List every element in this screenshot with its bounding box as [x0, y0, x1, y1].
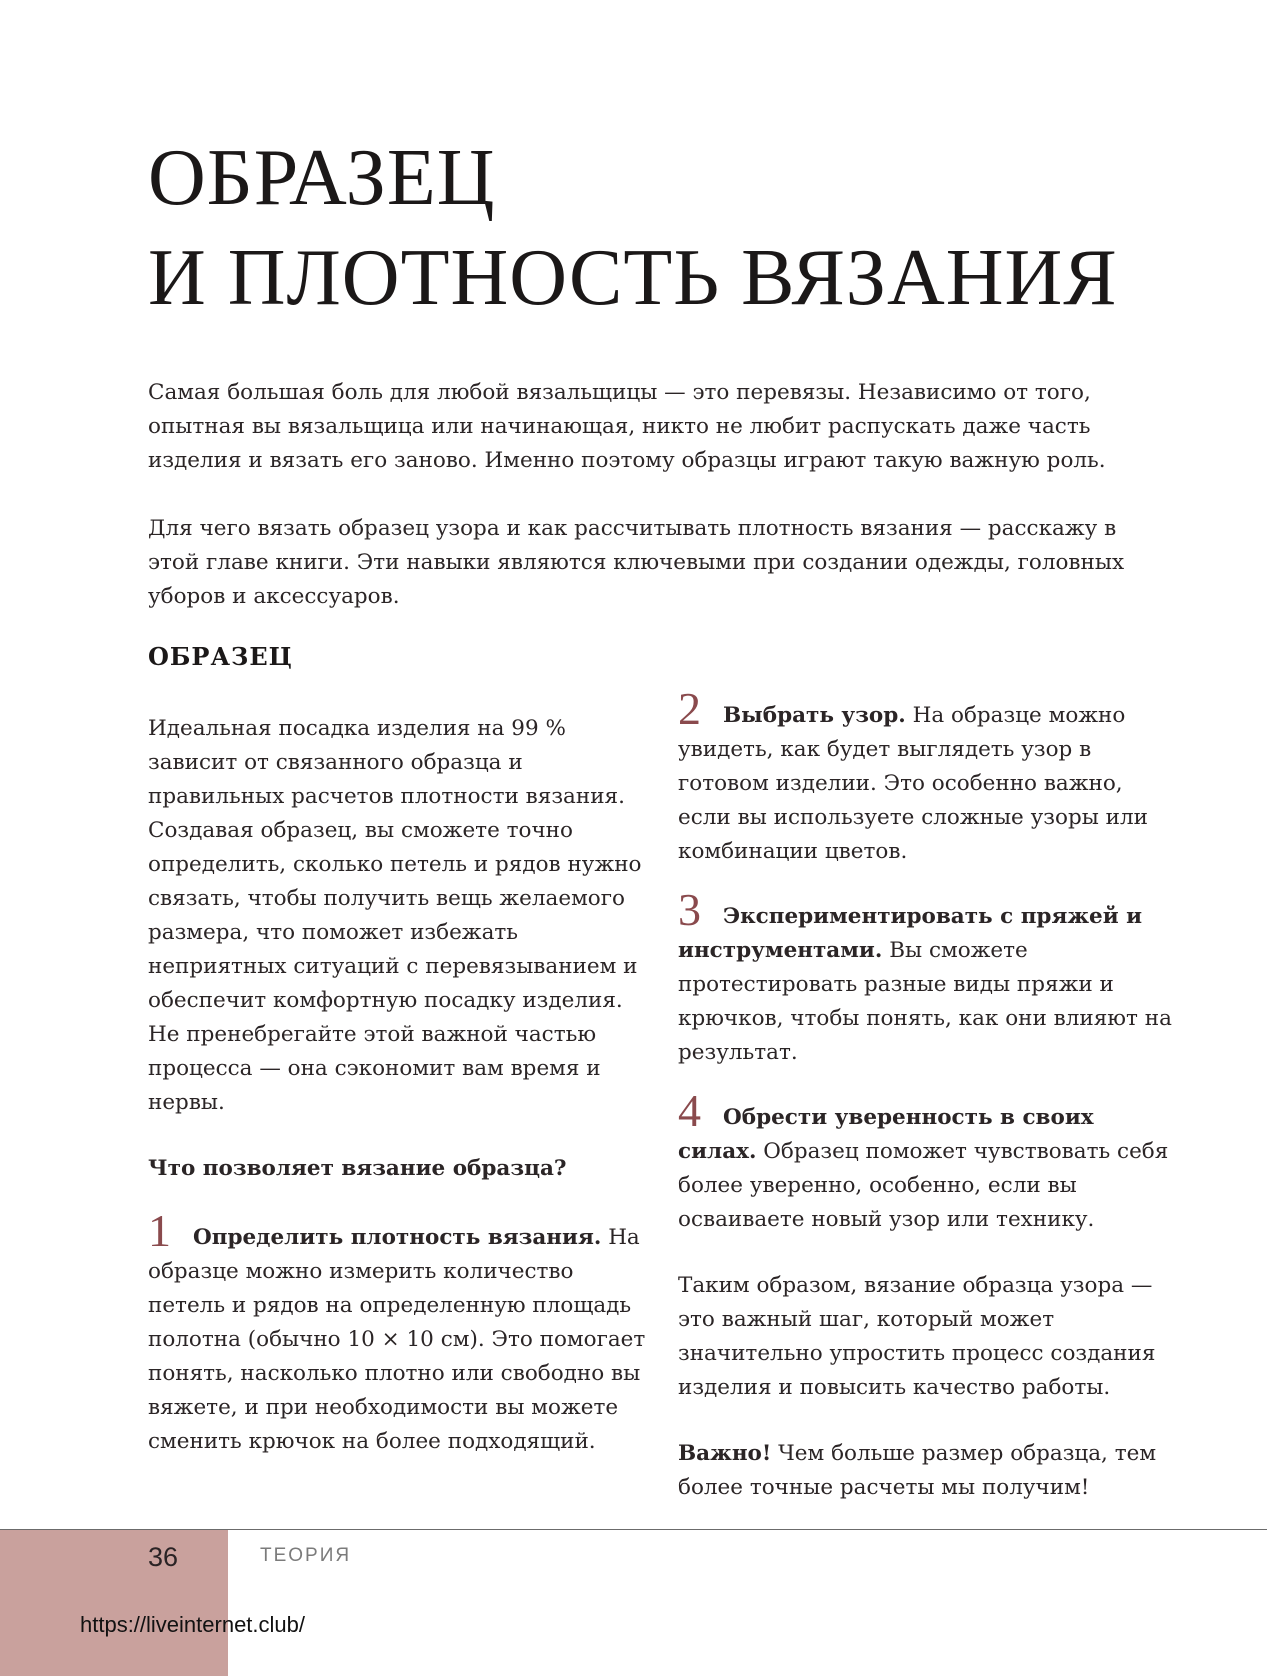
- section-heading: ОБРАЗЕЦ: [148, 642, 293, 671]
- item-text: На образце можно увидеть, как будет выглядеть узор в готовом изделии. Это особенно важно, если вы используете сложные узоры или комбинации цветов.: [678, 703, 1148, 864]
- list-item: [148, 1205, 648, 1459]
- running-section-name: ТЕОРИЯ: [260, 1545, 352, 1566]
- item-text: Образец поможет чувствовать себя более уверенно, особенно, если вы осваиваете новый узор или технику.: [678, 1139, 1169, 1232]
- title-line-1: ОБРАЗЕЦ: [148, 134, 496, 222]
- list-item: [678, 683, 1178, 869]
- item-number: 3: [678, 884, 701, 935]
- title-line-2: И ПЛОТНОСТЬ ВЯЗАНИЯ: [148, 234, 1118, 322]
- item-title: Выбрать узор.: [723, 703, 906, 728]
- item-number: 2: [678, 683, 701, 734]
- list-item: [678, 1085, 1178, 1237]
- footer-color-block: [0, 1530, 228, 1676]
- item-number: 1: [148, 1205, 171, 1256]
- page-title: [148, 128, 1148, 328]
- intro-paragraph-2: Для чего вязать образец узора и как рассчитывать плотность вязания — расскажу в этой главе книги. Эти навыки являются ключевыми при создании одежды, головных уборов и аксессуаров.: [148, 516, 1125, 609]
- important-label: Важно!: [678, 1441, 772, 1466]
- question-heading: Что позволяет вязание образца?: [148, 1156, 567, 1181]
- important-text: Чем больше размер образца, тем более точные расчеты мы получим!: [678, 1441, 1157, 1500]
- list-item: [678, 884, 1178, 1070]
- intro-paragraph-1: Самая большая боль для любой вязальщицы — это перевязы. Независимо от того, опытная вы вязальщица или начинающая, никто не любит распускать даже часть изделия и вязать его заново. Именно поэтому образцы играют такую важную роль.: [148, 380, 1106, 473]
- left-column: [148, 712, 648, 1459]
- conclusion-paragraph: Таким образом, вязание образца узора — это важный шаг, который может значительно упростить процесс создания изделия и повысить качество работы.: [678, 1273, 1156, 1400]
- important-note: [678, 1437, 1178, 1505]
- item-title: Определить плотность вязания.: [193, 1225, 602, 1250]
- item-title: Экспериментировать с пряжей и инструментами.: [678, 904, 1143, 963]
- item-title: Обрести уверенность в своих силах.: [678, 1105, 1094, 1164]
- right-column: [678, 683, 1178, 1505]
- item-text: Вы сможете протестировать разные виды пряжи и крючков, чтобы понять, как они влияют на результат.: [678, 938, 1172, 1065]
- source-url-link[interactable]: https://liveinternet.club/: [80, 1612, 306, 1637]
- item-text: На образце можно измерить количество петель и рядов на определенную площадь полотна (обычно 10 × 10 см). Это помогает понять, насколько плотно или свободно вы вяжете, и при необходимости вы можете сменить крючок на более подходящий.: [148, 1225, 646, 1454]
- item-number: 4: [678, 1085, 701, 1136]
- section-paragraph: Идеальная посадка изделия на 99 % зависит от связанного образца и правильных расчетов плотности вязания. Создавая образец, вы сможете точно определить, сколько петель и рядов нужно связать, чтобы получить вещь желаемого размера, что поможет избежать неприятных ситуаций с перевязыванием и обеспечит комфортную посадку изделия. Не пренебрегайте этой важной частью процесса — она сэкономит вам время и нервы.: [148, 716, 642, 1115]
- page-number: 36: [148, 1542, 179, 1572]
